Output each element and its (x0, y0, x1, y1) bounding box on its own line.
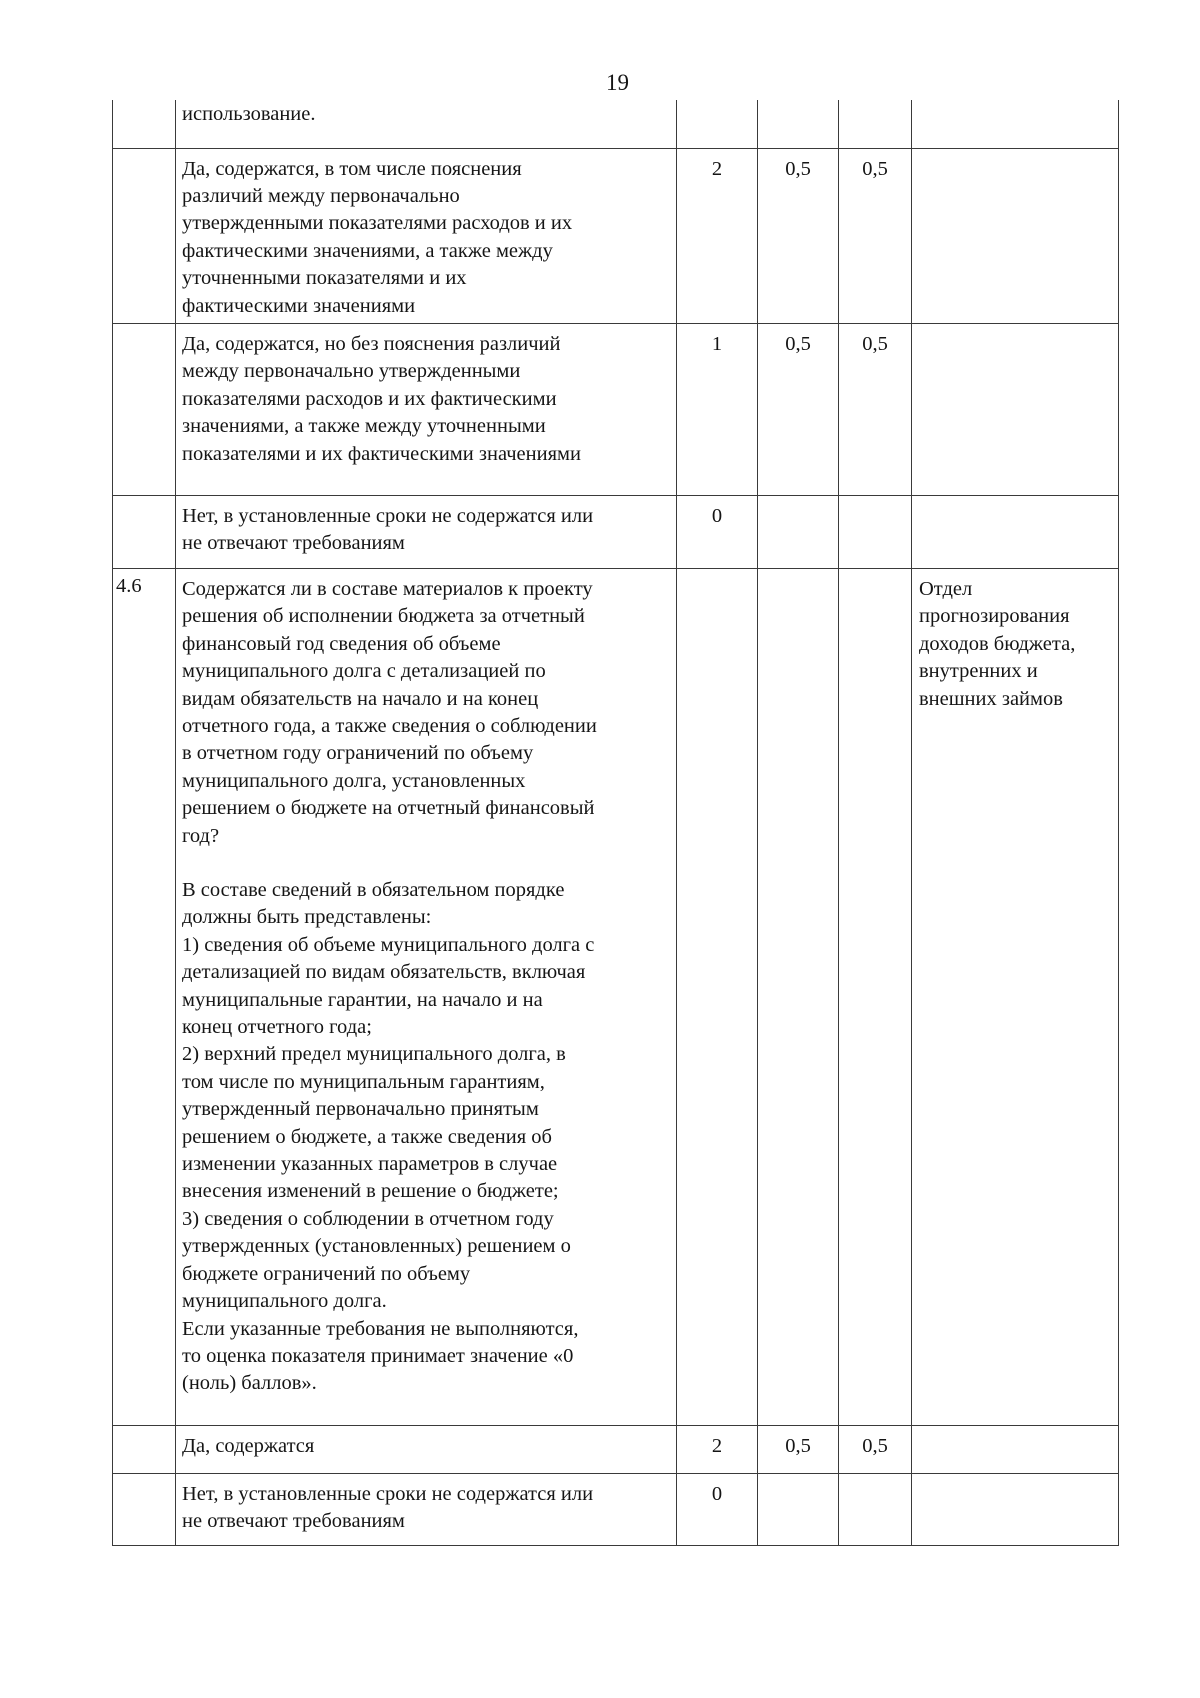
department-line: прогнозирования (919, 605, 1070, 628)
description-line: Содержатся ли в составе материалов к проекту (182, 577, 593, 600)
score-cell: 1 (677, 323, 758, 495)
department-cell (912, 148, 1119, 323)
weight-cell (758, 100, 839, 148)
description-line: значениями, а также между уточненными (182, 415, 546, 438)
score-cell (677, 100, 758, 148)
description-line: муниципального долга с детализацией по (182, 660, 546, 683)
description-line: в отчетном году ограничений по объему (182, 742, 534, 765)
description-line: различий между первоначально (182, 184, 460, 207)
description-paragraph (182, 1433, 670, 1460)
description-line: Нет, в установленные сроки не содержатся или (182, 1482, 594, 1505)
row-number-cell (113, 1425, 176, 1473)
description-paragraph (182, 331, 670, 468)
criteria-table (112, 100, 1119, 1546)
description-line: то оценка показателя принимает значение «0 (182, 1344, 574, 1367)
description-line: год? (182, 824, 220, 847)
weight-cell (758, 568, 839, 1425)
description-cell (176, 100, 677, 148)
row-number-cell: 4.6 (113, 568, 176, 1425)
department-cell (912, 100, 1119, 148)
description-line: Да, содержатся, но без пояснения различий (182, 332, 561, 355)
description-line: показателями расходов и их фактическими (182, 387, 557, 410)
row-number-cell (113, 148, 176, 323)
table-row (113, 148, 1119, 323)
department-line: доходов бюджета, (919, 632, 1076, 655)
description-line: Да, содержатся (182, 1434, 315, 1457)
row-number-cell (113, 495, 176, 568)
weight-cell (758, 495, 839, 568)
description-cell (176, 1425, 677, 1473)
description-line: Если указанные требования не выполняются, (182, 1317, 579, 1340)
page-number: 19 (606, 70, 629, 95)
description-line: муниципального долга, установленных (182, 769, 526, 792)
row-number-cell (113, 1473, 176, 1545)
score-cell: 0 (677, 1473, 758, 1545)
description-line: В составе сведений в обязательном порядке (182, 879, 565, 901)
description-cell (176, 1473, 677, 1545)
description-line: не отвечают требованиям (182, 1510, 405, 1533)
score-cell: 0 (677, 495, 758, 568)
description-cell (176, 495, 677, 568)
table-row (113, 568, 1119, 1425)
description-line: том числе по муниципальным гарантиям, (182, 1070, 545, 1093)
table-row (113, 323, 1119, 495)
weight-cell: 0,5 (758, 1425, 839, 1473)
description-line: 3) сведения о соблюдении в отчетном году (182, 1207, 554, 1230)
description-paragraph (182, 576, 670, 850)
description-line: муниципального долга. (182, 1290, 387, 1313)
description-line: решением о бюджете, а также сведения об (182, 1125, 552, 1148)
description-line: 2) верхний предел муниципального долга, в (182, 1043, 566, 1066)
description-line: муниципальные гарантии, на начало и на (182, 988, 543, 1011)
score-cell: 2 (677, 148, 758, 323)
coefficient-cell (839, 495, 912, 568)
weight-cell: 0,5 (758, 323, 839, 495)
description-line: использование. (182, 103, 316, 125)
description-line: конец отчетного года; (182, 1016, 372, 1039)
table-row (113, 100, 1119, 148)
description-line: детализацией по видам обязательств, включая (182, 961, 586, 984)
description-line: Нет, в установленные сроки не содержатся или (182, 504, 594, 527)
description-line: фактическими значениями, а также между (182, 239, 553, 262)
coefficient-cell: 0,5 (839, 323, 912, 495)
score-cell (677, 568, 758, 1425)
description-line: должны быть представлены: (182, 906, 432, 929)
coefficient-cell (839, 568, 912, 1425)
coefficient-cell: 0,5 (839, 148, 912, 323)
description-line: не отвечают требованиям (182, 532, 405, 555)
table-row (113, 1425, 1119, 1473)
department-line: внутренних и (919, 660, 1038, 683)
department-cell (912, 568, 1119, 1425)
score-cell: 2 (677, 1425, 758, 1473)
description-line: отчетного года, а также сведения о соблюдении (182, 714, 597, 737)
description-paragraph (182, 503, 670, 558)
department-cell (912, 323, 1119, 495)
description-line: бюджете ограничений по объему (182, 1262, 471, 1285)
row-number-cell (113, 323, 176, 495)
description-paragraph (182, 156, 670, 320)
description-line: финансовый год сведения об объеме (182, 632, 501, 655)
description-line: утвержденными показателями расходов и их (182, 212, 573, 235)
description-paragraph (182, 877, 670, 1398)
department-line: Отдел (919, 577, 973, 600)
description-line: утвержденный первоначально принятым (182, 1098, 539, 1121)
description-line: решением о бюджете на отчетный финансовый (182, 797, 595, 820)
description-line: решения об исполнении бюджета за отчетный (182, 605, 585, 628)
table-row (113, 495, 1119, 568)
description-line: изменении указанных параметров в случае (182, 1153, 558, 1176)
table-row (113, 1473, 1119, 1545)
department-cell (912, 1473, 1119, 1545)
description-line: утвержденных (установленных) решением о (182, 1235, 571, 1258)
description-cell (176, 568, 677, 1425)
description-line: фактическими значениями (182, 294, 416, 317)
description-line: видам обязательств на начало и на конец (182, 687, 539, 710)
description-cell (176, 323, 677, 495)
department-cell (912, 1425, 1119, 1473)
description-paragraph (182, 101, 670, 128)
department-line: внешних займов (919, 687, 1063, 710)
coefficient-cell (839, 1473, 912, 1545)
department-cell (912, 495, 1119, 568)
weight-cell: 0,5 (758, 148, 839, 323)
coefficient-cell: 0,5 (839, 1425, 912, 1473)
weight-cell (758, 1473, 839, 1545)
description-line: между первоначально утвержденными (182, 360, 521, 383)
description-line: показателями и их фактическими значениями (182, 442, 581, 465)
row-number-cell (113, 100, 176, 148)
description-cell (176, 148, 677, 323)
description-paragraph (182, 1481, 670, 1536)
description-line: внесения изменений в решение о бюджете; (182, 1180, 559, 1203)
description-line: Да, содержатся, в том числе пояснения (182, 157, 522, 180)
description-line: уточненными показателями и их (182, 267, 467, 290)
description-line: 1) сведения об объеме муниципального долга с (182, 933, 595, 956)
coefficient-cell (839, 100, 912, 148)
description-line: (ноль) баллов». (182, 1372, 317, 1395)
